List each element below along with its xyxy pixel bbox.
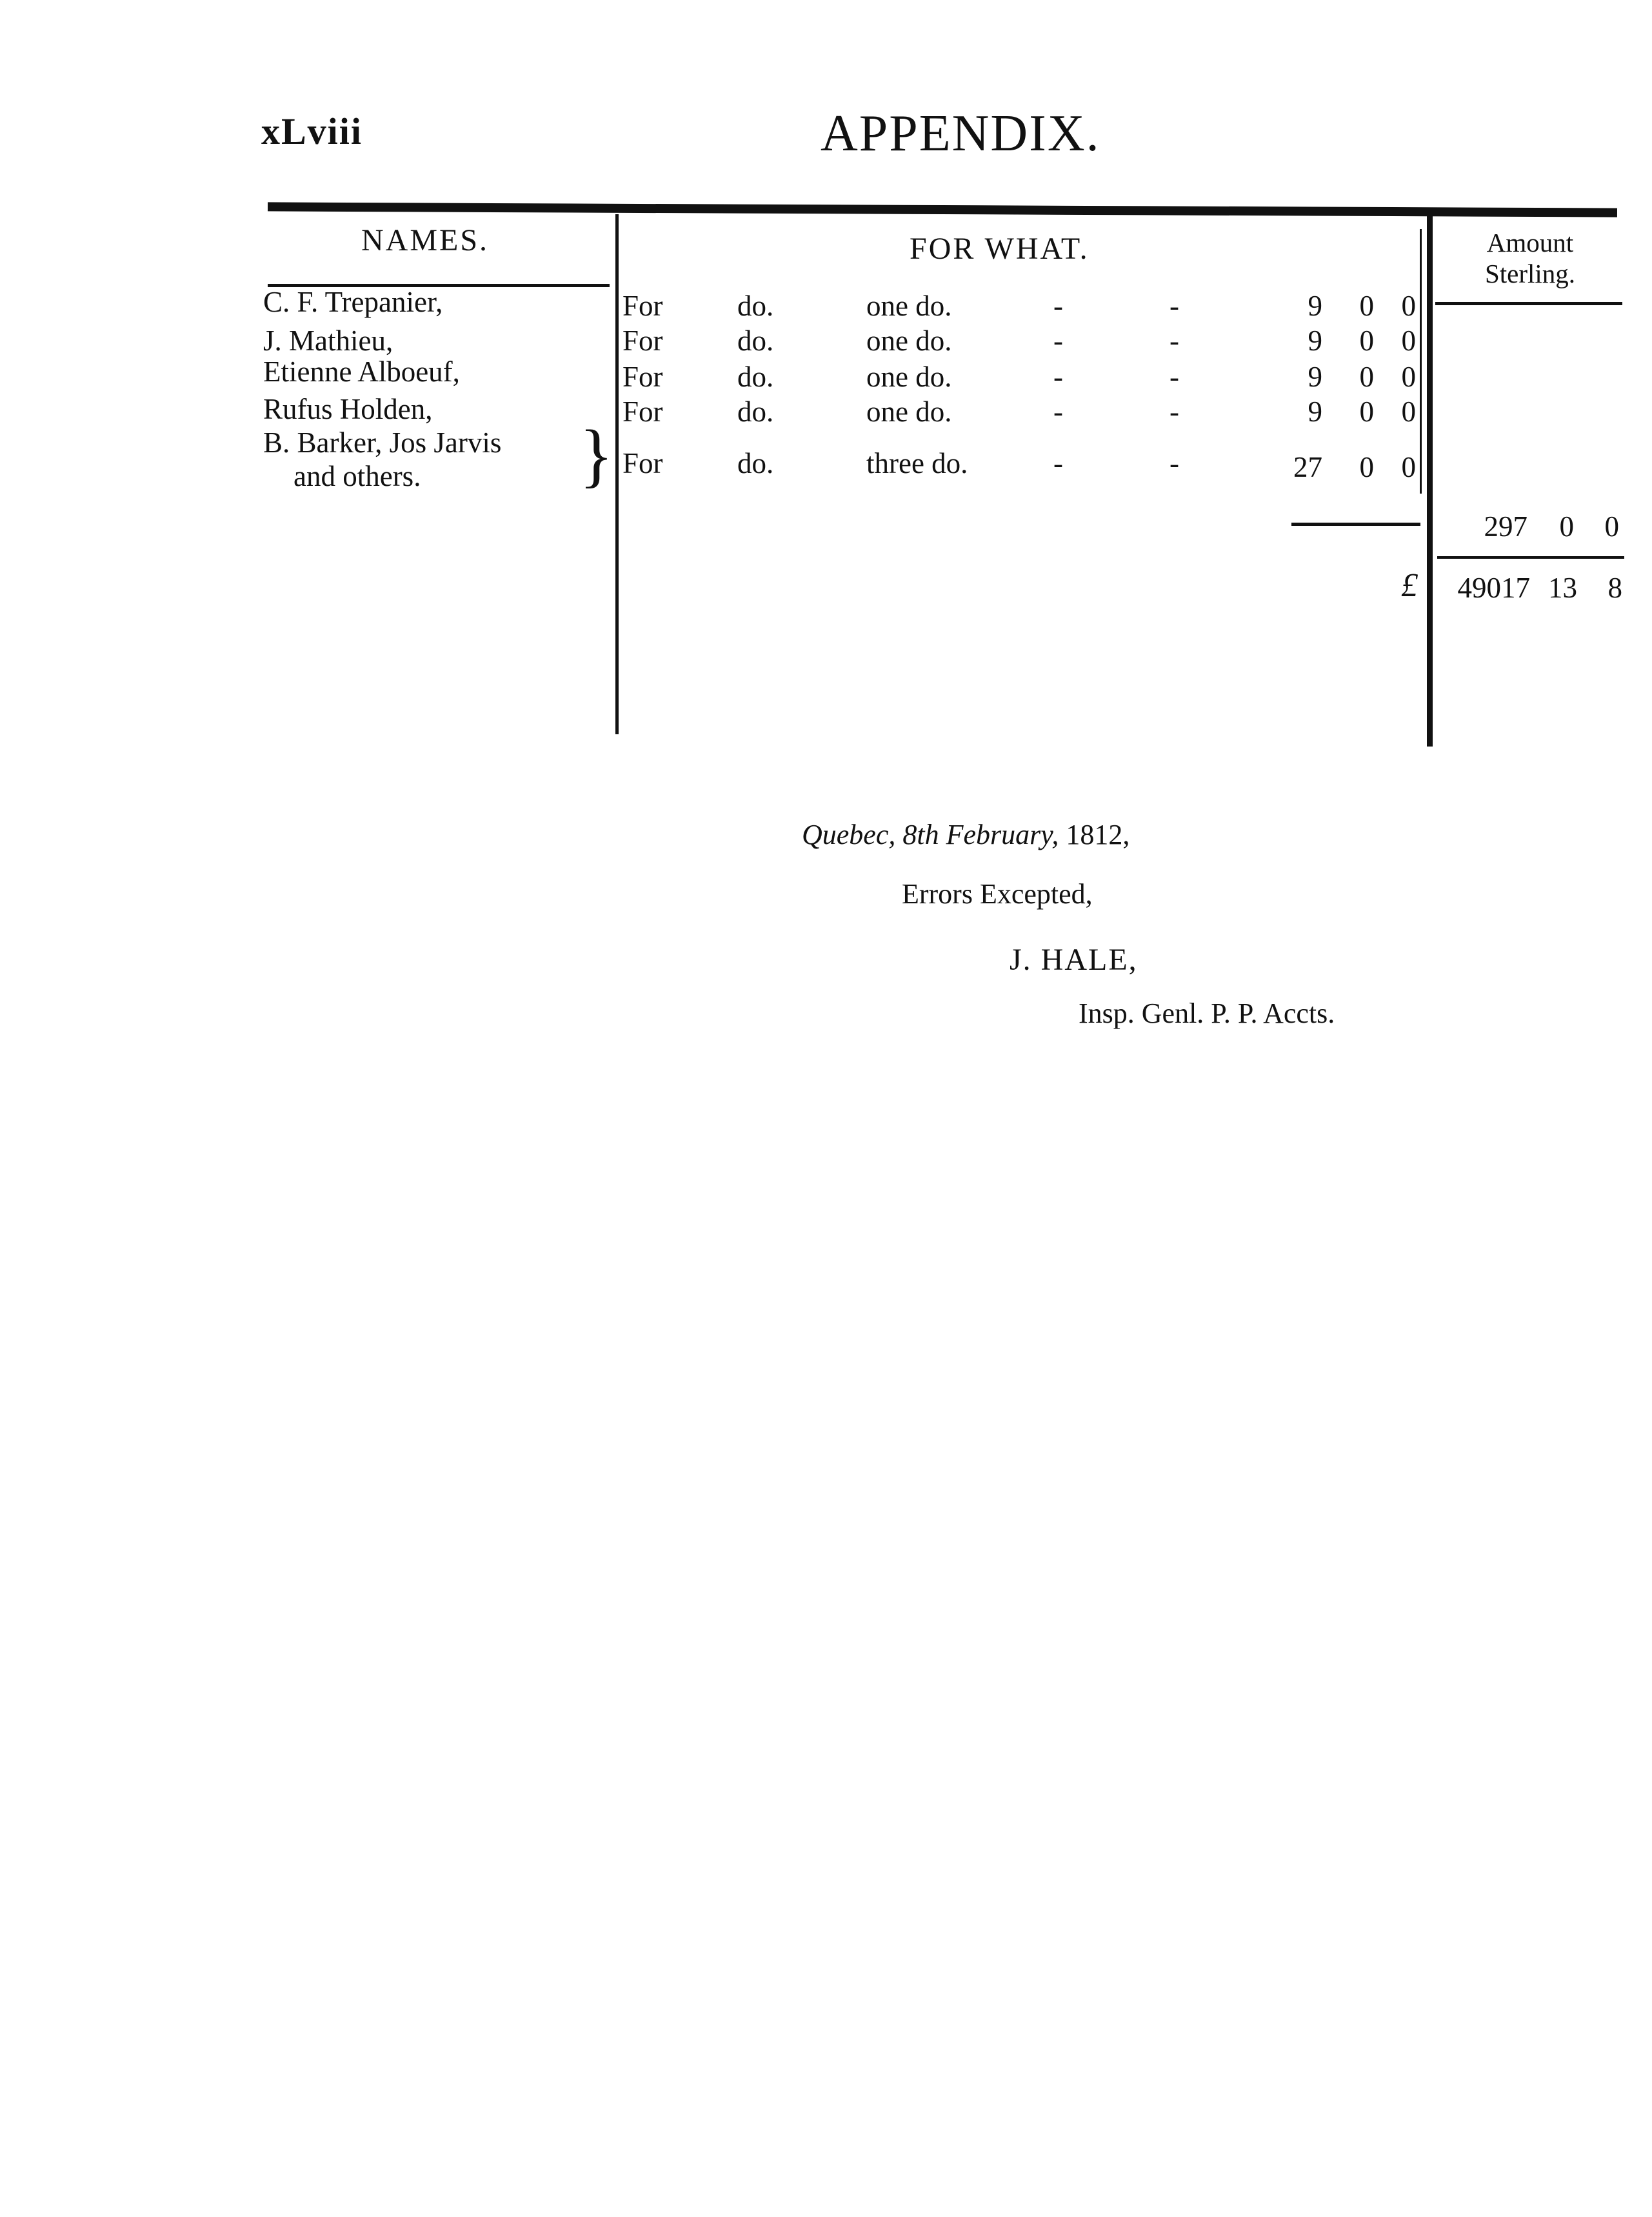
total-pence: 8 [1607, 572, 1622, 604]
names-column-divider [615, 214, 619, 734]
place-date-italic: Quebec, 8th February, [802, 819, 1059, 850]
row-pounds: 9 [1308, 361, 1322, 393]
row-count: one do. [866, 325, 952, 357]
amount-column-divider [1427, 214, 1433, 747]
row-for: For [622, 396, 663, 428]
total-overline [1437, 556, 1624, 559]
row-pounds: 9 [1308, 325, 1322, 357]
row-pounds: 27 [1293, 451, 1322, 483]
header-names: NAMES. [361, 223, 490, 257]
year: 1812, [1066, 819, 1130, 850]
row-dash: - [1169, 325, 1179, 357]
row-name-line2: and others. [294, 460, 421, 492]
row-name: C. F. Trepanier, [263, 286, 443, 318]
row-dash: - [1169, 447, 1179, 479]
row-count: one do. [866, 361, 952, 393]
pence-column-divider [1420, 229, 1422, 494]
header-for-what: FOR WHAT. [910, 232, 1090, 266]
row-pence: 0 [1401, 290, 1416, 322]
row-dash: - [1053, 290, 1063, 322]
row-do: do. [737, 396, 774, 428]
row-name-line1: B. Barker, Jos Jarvis [263, 426, 502, 459]
row-pence: 0 [1401, 451, 1416, 483]
row-do: do. [737, 361, 774, 393]
row-shillings: 0 [1359, 396, 1374, 428]
subtotal-underline [1291, 523, 1420, 526]
amount-header-rule [1435, 302, 1622, 305]
row-for: For [622, 325, 663, 357]
row-name: Rufus Holden, [263, 393, 433, 425]
signatory-name: J. HALE, [1010, 943, 1138, 977]
row-dash: - [1053, 361, 1063, 393]
row-name: Etienne Alboeuf, [263, 356, 460, 388]
subtotal-shillings: 0 [1559, 510, 1574, 543]
row-pounds: 9 [1308, 290, 1322, 322]
row-count: one do. [866, 396, 952, 428]
row-count: three do. [866, 447, 968, 479]
row-do: do. [737, 447, 774, 479]
errors-excepted: Errors Excepted, [902, 878, 1093, 910]
row-dash: - [1169, 290, 1179, 322]
signatory-office: Insp. Genl. P. P. Accts. [1079, 998, 1335, 1029]
row-do: do. [737, 290, 774, 322]
row-for: For [622, 361, 663, 393]
row-shillings: 0 [1359, 451, 1374, 483]
row-shillings: 0 [1359, 325, 1374, 357]
total-shillings: 13 [1548, 572, 1577, 604]
row-do: do. [737, 325, 774, 357]
row-dash: - [1169, 396, 1179, 428]
total-pounds: 49017 [1457, 572, 1530, 604]
row-count: one do. [866, 290, 952, 322]
page-number: xLviii [261, 110, 363, 152]
row-dash: - [1169, 361, 1179, 393]
table-top-rule [268, 202, 1617, 217]
row-dash: - [1053, 447, 1063, 479]
row-for: For [622, 447, 663, 479]
row-dash: - [1053, 396, 1063, 428]
row-shillings: 0 [1359, 290, 1374, 322]
row-pence: 0 [1401, 361, 1416, 393]
row-pence: 0 [1401, 325, 1416, 357]
row-shillings: 0 [1359, 361, 1374, 393]
page-title: APPENDIX. [821, 105, 1100, 162]
row-dash: - [1053, 325, 1063, 357]
currency-symbol: £ [1401, 567, 1418, 604]
header-amount-sterling: Amount Sterling. [1484, 228, 1576, 288]
row-name: J. Mathieu, [263, 325, 393, 357]
subtotal-pence: 0 [1604, 510, 1619, 543]
subtotal-pounds: 297 [1484, 510, 1528, 543]
brace-mark: } [579, 416, 613, 494]
row-for: For [622, 290, 663, 322]
row-pounds: 9 [1308, 396, 1322, 428]
place-date [802, 818, 1130, 851]
row-pence: 0 [1401, 396, 1416, 428]
